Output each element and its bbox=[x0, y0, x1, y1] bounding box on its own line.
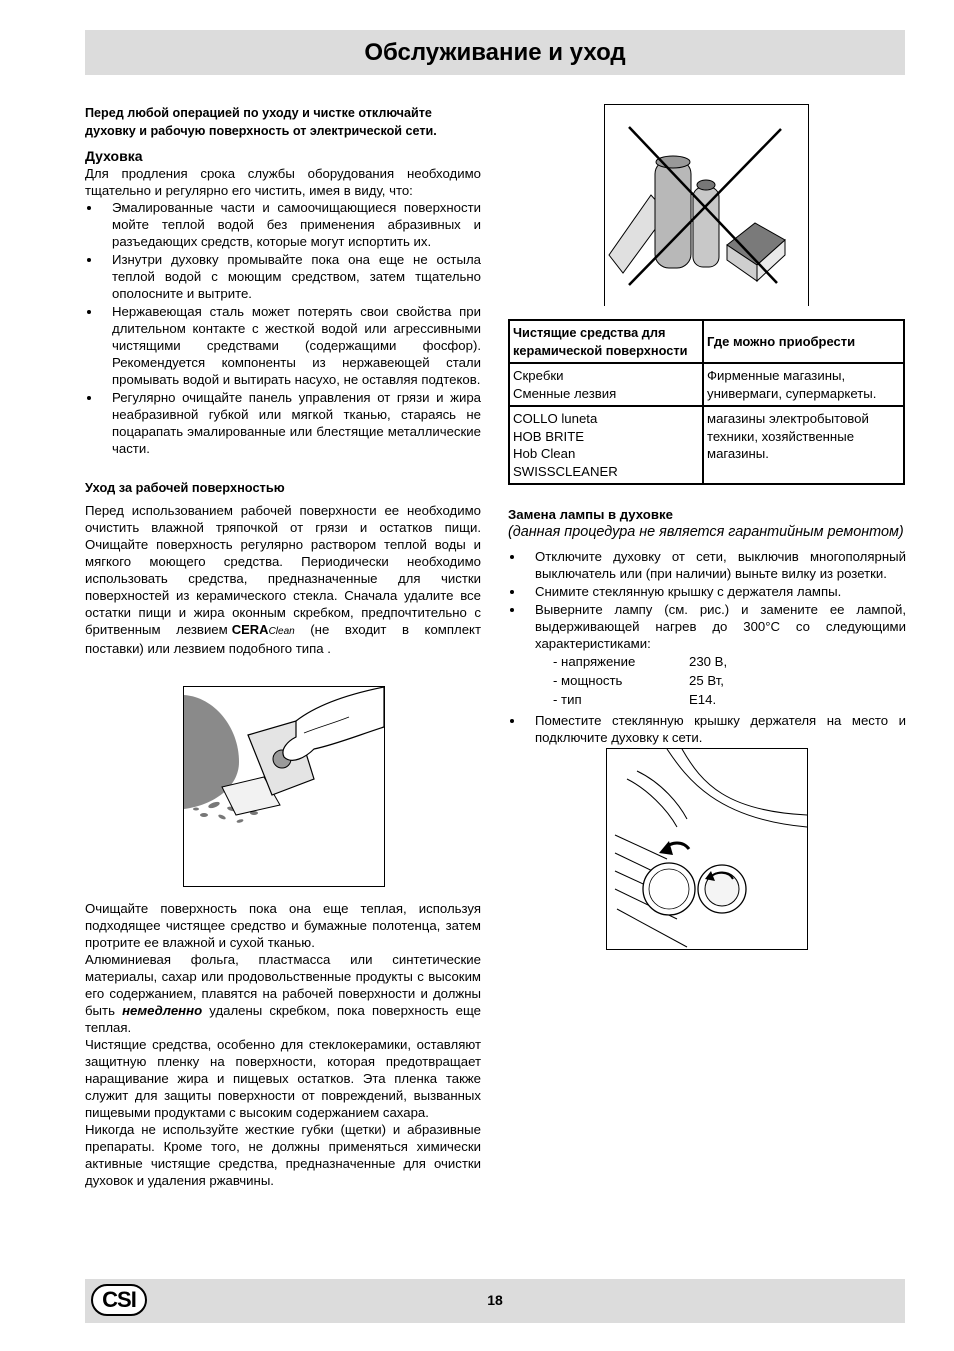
oven-bullet-list bbox=[85, 199, 481, 457]
page-title: Обслуживание и уход bbox=[364, 38, 626, 66]
hob-care-text bbox=[85, 900, 481, 1189]
lamp-note: (данная процедура не является гарантийным ремонтом) bbox=[508, 524, 904, 540]
cera-logo: CERA bbox=[231, 622, 269, 637]
cleaning-products-table bbox=[508, 319, 905, 485]
safety-warning: Перед любой операцией по уходу и чистке отключайте духовку и рабочую поверхность от электрической сети. bbox=[85, 106, 437, 138]
cleaners-drawing bbox=[605, 105, 808, 306]
table-row bbox=[509, 363, 904, 406]
para-never: Никогда не используйте жесткие губки (щетки) и абразивные препараты. Кроме того, не должны применяться химически активные чистящие средства, предназначенные для очистки духовок и удаления ржавчины. bbox=[85, 1122, 481, 1188]
table-cell-where: магазины электробытовой техники, хозяйственные магазины. bbox=[703, 406, 904, 484]
hob-heading: Уход за рабочей поверхностью bbox=[85, 480, 285, 495]
scraper-drawing bbox=[184, 687, 384, 886]
glass-cover bbox=[643, 863, 695, 915]
list-item: Эмалированные части и самоочищающиеся поверхности мойте теплой водой без применения абразивных и разъедающих средств, которые могут испортить их. bbox=[85, 199, 481, 250]
lamp-drawing bbox=[607, 749, 807, 949]
list-item: Снимите стеклянную крышку с держателя лампы. bbox=[508, 583, 906, 600]
csi-logo: CSI bbox=[91, 1284, 147, 1316]
list-item: Регулярно очищайте панель управления от грязи и жира неабразивной губкой или мягкой тканью, стараясь не поцарапать эмалированные или блестящие металлические части. bbox=[85, 389, 481, 457]
forbidden-cleaners-illustration bbox=[604, 104, 809, 306]
para-warm: Очищайте поверхность пока она еще теплая, используя подходящее чистящее средство и бумажные полотенца, затем протрите ее влажной и сухой тканью. bbox=[85, 901, 481, 950]
hob-text-1: Перед использованием рабочей поверхности ее необходимо очистить влажной тряпочкой от грязи и остатков пищи. Очищайте поверхность регулярно раствором теплой воды и мягкого моющего средства. Периодически необходимо использовать средства, предназначенные для чистки поверхностей из керамического стекла. Сначала удалите все остатки пищи и жира оконным скребком, предпочтительно с бритвенным лезвием bbox=[85, 503, 481, 637]
table-col-where-header: Где можно приобрести bbox=[703, 320, 904, 363]
table-col-products-header: Чистящие средства для керамической поверхности bbox=[509, 320, 703, 363]
oven-heading: Духовка bbox=[85, 148, 143, 164]
para-film: Чистящие средства, особенно для стеклокерамики, оставляют защитную пленку на поверхности, которая предотвращает наращивание жира и пищевых остатков. Эта пленка также служит для защиты поверхности от повреждений, вызванных пищевыми продуктами с высоким содержанием сахара. bbox=[85, 1037, 481, 1120]
left-column bbox=[85, 104, 481, 657]
footer-bar bbox=[85, 1279, 905, 1323]
table-header-row bbox=[509, 320, 904, 363]
table-row bbox=[509, 406, 904, 484]
scraper-illustration bbox=[183, 686, 385, 887]
spec-row: - мощность 25 Вт, bbox=[553, 673, 724, 688]
lamp-final-list bbox=[508, 712, 906, 746]
spec-row: - тип E14. bbox=[553, 692, 717, 707]
list-item: Выверните лампу (см. рис.) и замените ее лампой, выдерживающей нагрев до 300°С со следующими характеристиками: bbox=[508, 601, 906, 652]
list-item: Отключите духовку от сети, выключив многополярный выключатель или (при наличии) выньте вилку из розетки. bbox=[508, 548, 906, 582]
list-item: Изнутри духовку промывайте пока она еще не остыла теплой водой с моющим средством, затем тщательно ополосните и вытрите. bbox=[85, 251, 481, 302]
page-number: 18 bbox=[487, 1292, 503, 1308]
hand-shape bbox=[283, 687, 384, 760]
table-cell-where: Фирменные магазины, универмаги, супермаркеты. bbox=[703, 363, 904, 406]
spec-row: - напряжение 230 В, bbox=[553, 654, 728, 669]
table-cell-products: Скребки Сменные лезвия bbox=[509, 363, 703, 406]
lamp-bullet-list bbox=[508, 548, 906, 652]
lamp-heading: Замена лампы в духовке bbox=[508, 507, 673, 522]
lamp-replacement-section bbox=[508, 506, 906, 747]
hob-text-2: (не входит в комплект поставки) или лезвием подобного типа . bbox=[85, 622, 481, 656]
para-foil: Алюминиевая фольга, пластмасса или синтетические материалы, сахар или продовольственные продукты с высоким его содержанием, плавятся на рабочей поверхности и должны быть немедленно удалены скребком, пока поверхность еще теплая. bbox=[85, 952, 482, 1035]
list-item: Поместите стеклянную крышку держателя на место и подключите духовку к сети. bbox=[508, 712, 906, 746]
lamp-specs bbox=[553, 653, 906, 710]
emphasis-immediately: немедленно bbox=[122, 1003, 203, 1018]
lamp-illustration bbox=[606, 748, 808, 950]
hob-paragraph bbox=[85, 502, 481, 657]
table-cell-products: COLLO luneta HOB BRITE Hob Clean SWISSCLEANER bbox=[509, 406, 703, 484]
oven-intro: Для продления срока службы оборудования необходимо тщательно и регулярно его чистить, имея в виду, что: bbox=[85, 166, 481, 198]
cera-script: Clean bbox=[268, 626, 295, 637]
list-item: Нержавеющая сталь может потерять свои свойства при длительном контакте с жесткой водой или агрессивными чистящими средствами (содержащими фосфор). Рекомендуется компоненты из нержавеющей стали промывать водой и вытирать насухо, не оставляя подтеков. bbox=[85, 303, 481, 388]
header-bar bbox=[85, 30, 905, 75]
